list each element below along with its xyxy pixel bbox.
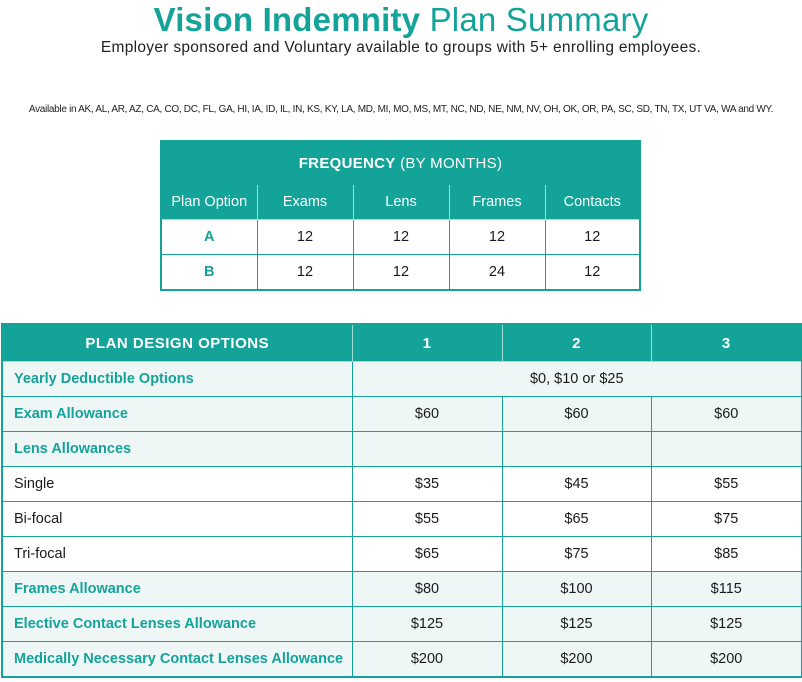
table-cell: $80 [352, 572, 502, 607]
column-header: Lens [353, 185, 449, 220]
table-cell [352, 432, 502, 467]
row-label: Medically Necessary Contact Lenses Allowance [2, 642, 352, 678]
table-cell: $35 [352, 467, 502, 502]
plan-design-table [1, 323, 802, 678]
column-header: 3 [651, 324, 802, 362]
column-header: Contacts [545, 185, 640, 220]
table-cell: 12 [449, 220, 545, 255]
row-label: Lens Allowances [2, 432, 352, 467]
table-cell: $200 [502, 642, 651, 678]
table-cell: $60 [352, 397, 502, 432]
frequency-table [160, 140, 641, 291]
table-cell: $115 [651, 572, 802, 607]
row-label: Elective Contact Lenses Allowance [2, 607, 352, 642]
column-header: 1 [352, 324, 502, 362]
table-row [2, 607, 802, 642]
table-cell: $65 [502, 502, 651, 537]
table-cell: $125 [352, 607, 502, 642]
table-cell: $0, $10 or $25 [352, 362, 802, 397]
table-cell: $100 [502, 572, 651, 607]
table-cell: $55 [651, 467, 802, 502]
table-cell [651, 432, 802, 467]
table-cell: $85 [651, 537, 802, 572]
table-cell: $60 [502, 397, 651, 432]
table-row [161, 255, 640, 291]
table-row [2, 537, 802, 572]
table-cell: $75 [651, 502, 802, 537]
table-row [2, 572, 802, 607]
table-cell: $200 [651, 642, 802, 678]
table-cell: 12 [353, 220, 449, 255]
table-cell: $75 [502, 537, 651, 572]
table-cell: 12 [545, 220, 640, 255]
table-cell: 12 [353, 255, 449, 291]
page-title [0, 0, 802, 40]
column-header: Plan Option [161, 185, 257, 220]
column-header: Exams [257, 185, 353, 220]
table-row [2, 467, 802, 502]
row-label: Exam Allowance [2, 397, 352, 432]
table-cell: $125 [502, 607, 651, 642]
row-label: Single [2, 467, 352, 502]
row-label: Tri-focal [2, 537, 352, 572]
table-cell: $55 [352, 502, 502, 537]
frequency-caption: FREQUENCY (BY MONTHS) [161, 141, 640, 185]
plan-option-cell: A [161, 220, 257, 255]
table-row [2, 362, 802, 397]
table-row [2, 642, 802, 678]
table-row [161, 220, 640, 255]
row-label: Frames Allowance [2, 572, 352, 607]
page-subtitle: Employer sponsored and Voluntary available to groups with 5+ enrolling employees. [100, 39, 702, 56]
table-cell: 12 [257, 255, 353, 291]
table-row [2, 432, 802, 467]
table-cell: 12 [257, 220, 353, 255]
table-row [2, 502, 802, 537]
table-cell: $125 [651, 607, 802, 642]
column-header: 2 [502, 324, 651, 362]
row-label: Yearly Deductible Options [2, 362, 352, 397]
row-label: Bi-focal [2, 502, 352, 537]
column-header: Frames [449, 185, 545, 220]
table-cell: $65 [352, 537, 502, 572]
table-cell [502, 432, 651, 467]
title-bold: Vision Indemnity [153, 1, 421, 38]
table-cell: 24 [449, 255, 545, 291]
table-cell: $45 [502, 467, 651, 502]
column-header: PLAN DESIGN OPTIONS [2, 324, 352, 362]
table-cell: $60 [651, 397, 802, 432]
table-row [2, 397, 802, 432]
table-cell: $200 [352, 642, 502, 678]
plan-option-cell: B [161, 255, 257, 291]
title-rest: Plan Summary [429, 1, 649, 38]
table-cell: 12 [545, 255, 640, 291]
availability-note: Available in AK, AL, AR, AZ, CA, CO, DC, FL, GA, HI, IA, ID, IL, IN, KS, KY, LA, MD, MI, MO, MS, MT, NC, ND, NE, NM, NV, OH, OK, OR, PA, SC, SD, TN, TX, UT VA, WA and WY. [28, 104, 774, 115]
